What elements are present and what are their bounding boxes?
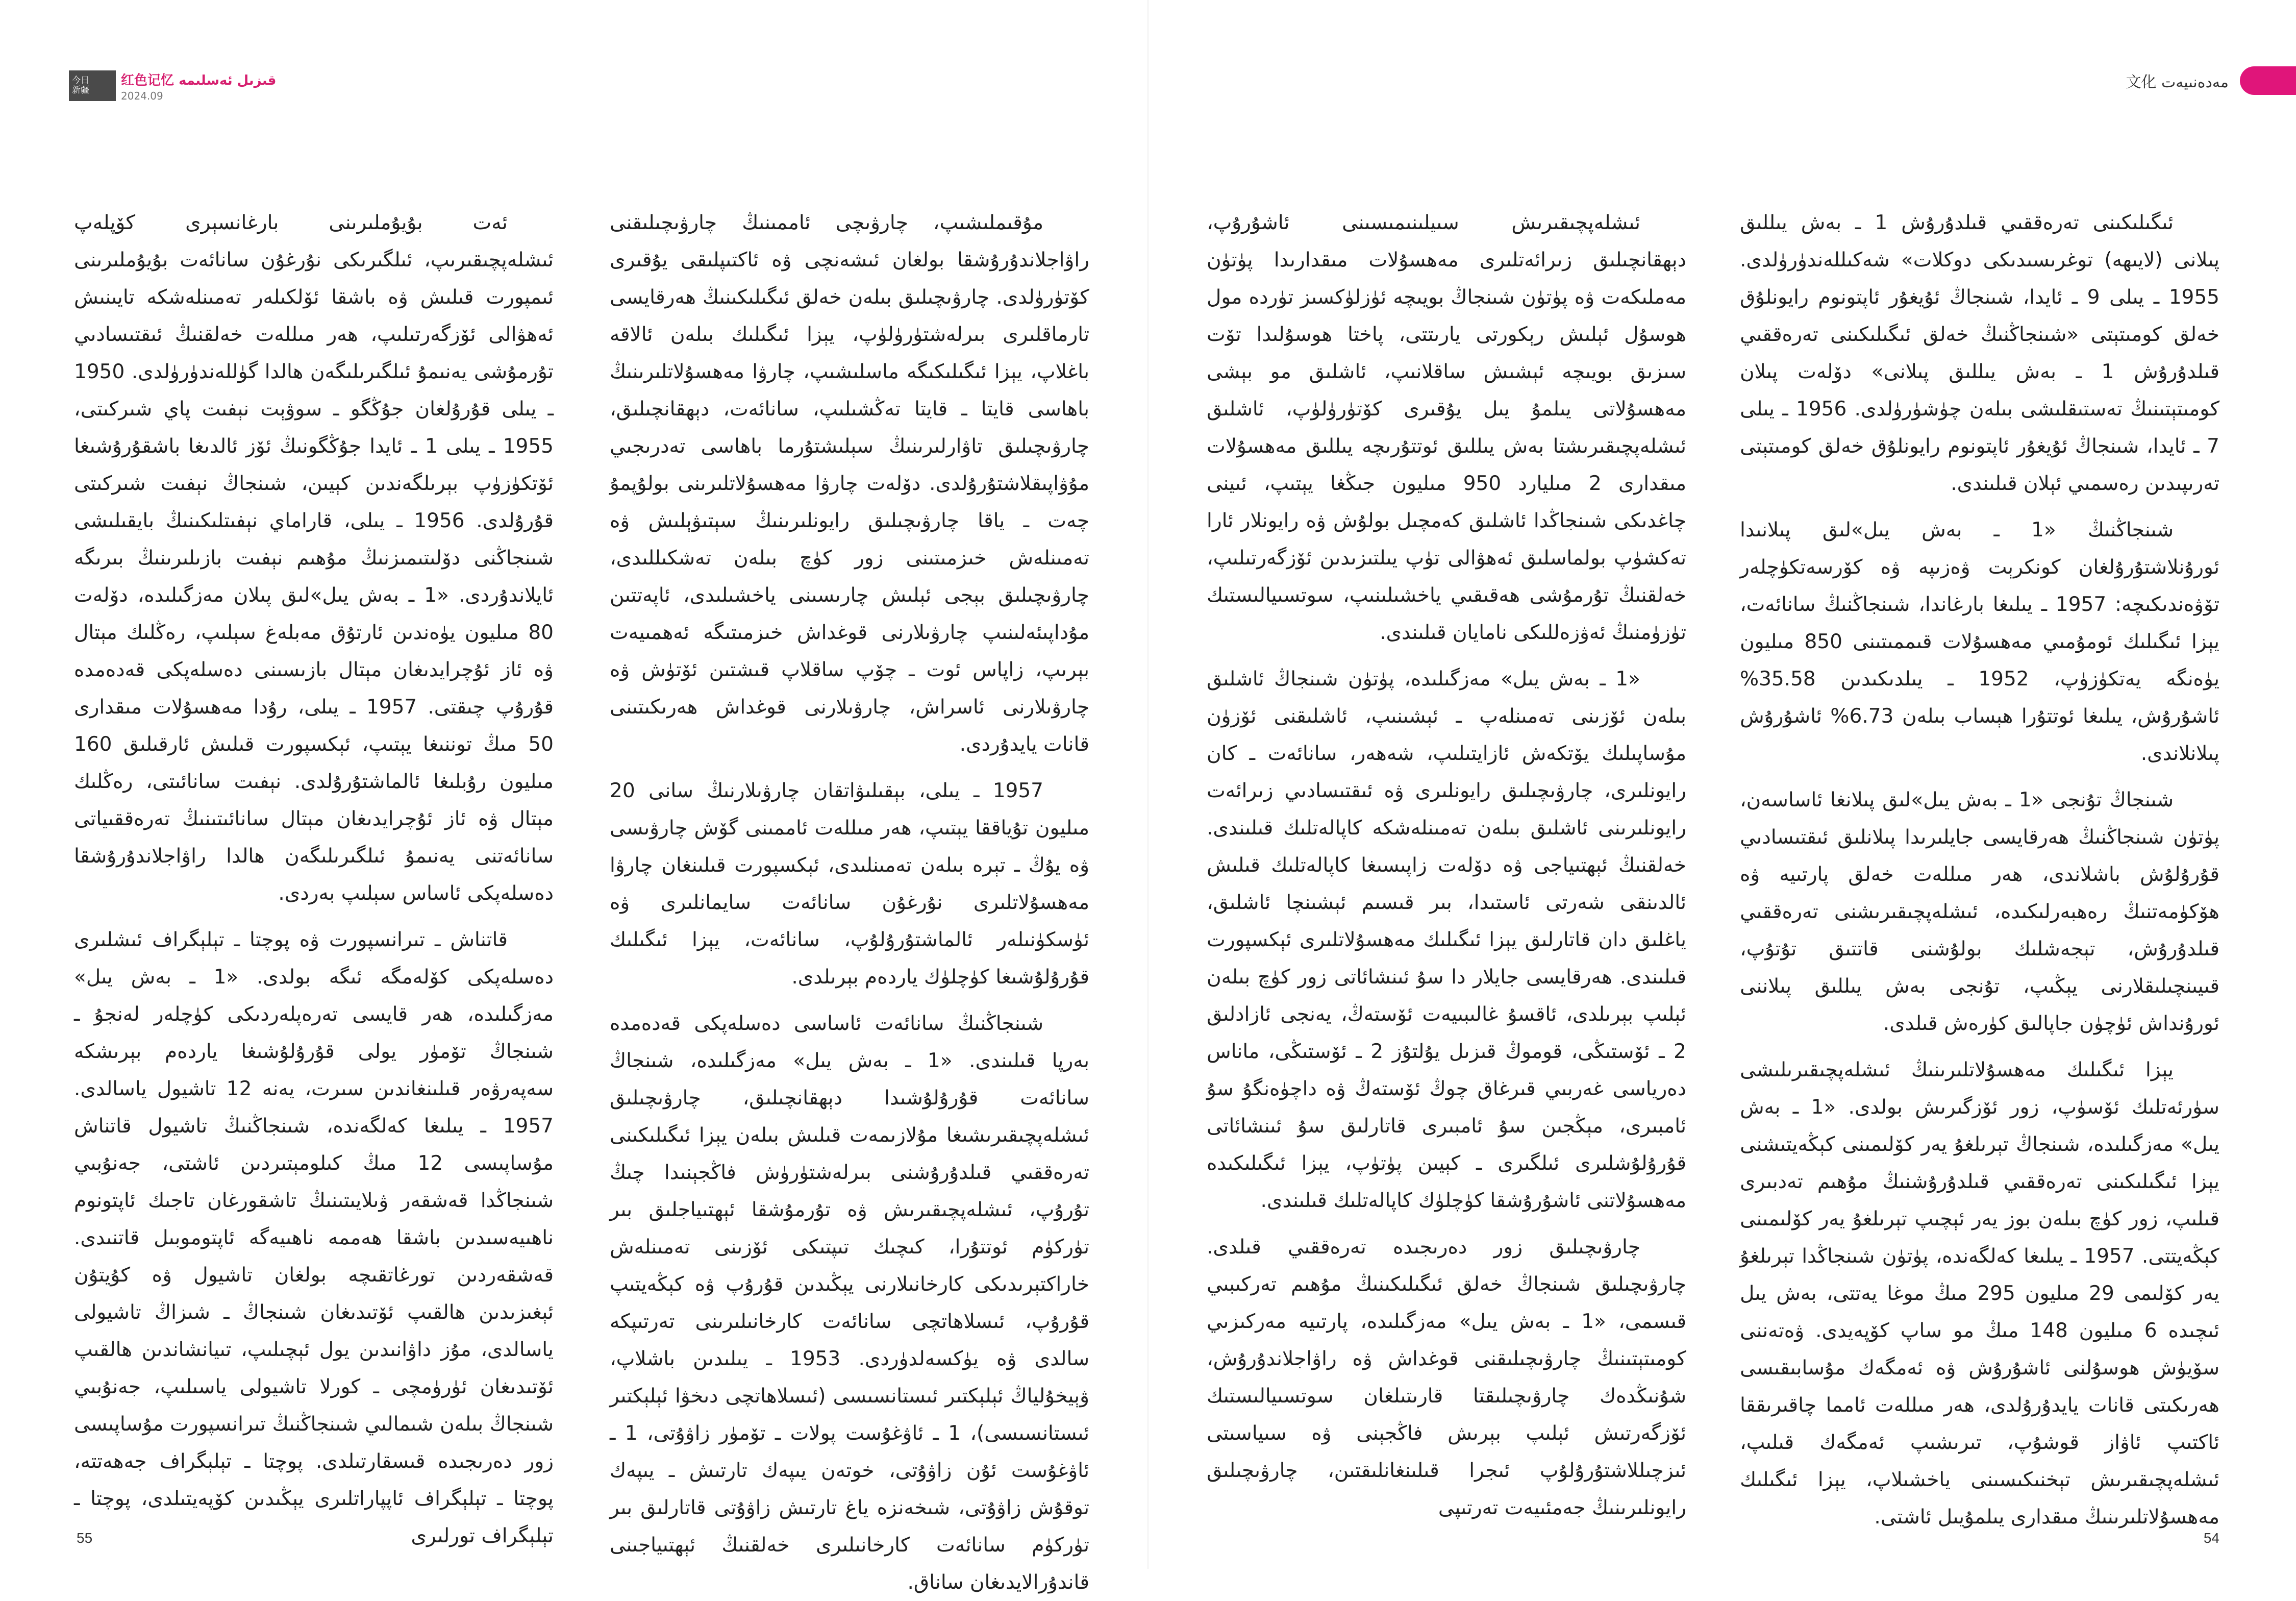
page-number-right: 54: [2203, 1530, 2219, 1546]
text-column-right-page-left: [1207, 204, 1687, 1519]
text-column-left-page-left: [74, 204, 554, 1547]
section-title: مەدەنىيەت 文化: [2126, 73, 2229, 91]
text-column-right-page-right: [1740, 204, 2220, 1529]
paragraph: ئىشلەپچىقىرىش سىيلىنىمىسىنى ئاشۇرۇپ، دېھقانچىلىق زىرائەتلىرى مەھسۇلات مىقدارىدا پۈتۈن مەملىكەت ۋە پۈتۈن شىنجاڭ بويىچە ئۈزلۈكسىز تۈردە مول ھوسۇل ئېلىش رېكورتى يارىتتى، پاختا ھوسۇلىدا تۆت سىزىق بويىچە ئېشىش ساقلانىپ، ئاشلىق مو بېشى مەھسۇلاتى يىلمۇ يىل يۇقىرى كۆتۈرۈلۈپ، ئاشلىق ئىشلەپچىقىرىشتا بەش يىللىق ئوتتۇرىچە يىللىق مەھسۇلات مىقدارى 2 مىليارد 950 مىليون جىڭغا يېتىپ، ئىينى چاغدىكى شىنجاڭدا ئاشلىق كەمچىل بولۇش ۋە رايونلار ئارا تەكشۈپ بولماسلىق ئەھۋالى تۈپ يىلتىزىدىن ئۆزگەرتىلىپ، خەلقنىڭ تۇرمۇشى ھەقىقىي ياخشىلىنىپ، سوتسىيالىستىك تۈزۈمنىڭ ئەۋزەللىكى نامايان قىلىندى.: [1207, 211, 1687, 644]
logo-line1: 今日: [72, 76, 89, 86]
issue-date: 2024.09: [121, 89, 163, 102]
column-title: قىزىل ئەسلىمە 红色记忆: [121, 72, 277, 88]
paragraph: ئەت بۇيۇملىرىنى بارغانسېرى كۆپلەپ ئىشلەپچىقىرىپ، ئىلگىرىكى نۇرغۇن سانائەت بۇيۇملىرىنى ئىمپورت قىلىش ۋە باشقا ئۆلكىلەر تەمىنلەشكە تايىنىش ئەھۋالى ئۆزگەرتىلىپ، ھەر مىللەت خەلقنىڭ ئىقتىسادىي تۇرمۇشى يەنىمۇ ئىلگىرىلىگەن ھالدا گۈللەندۈرۈلدى. 1950 ـ يىلى قۇرۇلغان جۇڭگو ـ سوۋېت نېفىت پاي شىركىتى، 1955 ـ يىلى 1 ـ ئايدا جۇڭگونىڭ ئۆز ئالدىغا باشقۇرۇشىغا ئۆتكۈزۈپ بېرىلگەندىن كېيىن، شىنجاڭ نېفىت شىركىتى قۇرۇلدى. 1956 ـ يىلى، قاراماي نېفىتلىكىنىڭ بايقىلىشى شىنجاڭنى دۆلىتىمىزنىڭ مۇھىم نېفىت بازىلىرىنىڭ بىرىگە ئايلاندۇردى. «1 ـ بەش يىل»لىق پىلان مەزگىلىدە، دۆلەت 80 مىليون يۈەندىن ئارتۇق مەبلەغ سېلىپ، رەڭلىك مېتال ۋە ئاز ئۇچرايدىغان مېتال بازىسىنى دەسلەپكى قەدەمدە قۇرۇپ چىقتى. 1957 ـ يىلى، رۇدا مەھسۇلات مىقدارى 50 مىڭ توننىغا يېتىپ، ئېكسپورت قىلىش ئارقىلىق 160 مىليون رۇبلىغا ئالماشتۇرۇلدى. نېفىت سانائىتى، رەڭلىك مېتال ۋە ئاز ئۇچرايدىغان مېتال سانائىتىنىڭ تەرەققىياتى سانائەتنى يەنىمۇ ئىلگىرىلىگەن ھالدا راۋاجلاندۇرۇشقا دەسلەپكى ئاساس سېلىپ بەردى.: [74, 211, 554, 905]
paragraph: «1 ـ بەش يىل» مەزگىلىدە، پۈتۈن شىنجاڭ ئاشلىق بىلەن ئۆزىنى تەمىنلەپ ـ ئېشىنىپ، ئاشلىقنى ئۆزۈن مۇساپىلىك يۆتكەش ئازايتىلىپ، شەھەر، سانائەت ـ كان رايونلىرى، چارۋىچىلىق رايونلىرى ۋە ئىقتىسادىي زىرائەت رايونلىرىنى ئاشلىق بىلەن تەمىنلەشكە كاپالەتلىك قىلىندى. خەلقنىڭ ئېھتىياجى ۋە دۆلەت زاپىسىغا كاپالەتلىك قىلىش ئالدىنقى شەرتى ئاستىدا، بىر قىسىم ئېشىنچا ئاشلىق، ياغلىق دان قاتارلىق يېزا ئىگىلىك مەھسۇلاتلىرى ئېكسپورت قىلىندى. ھەرقايسى جايلار دا سۇ ئىنشائاتى زور كۈچ بىلەن ئېلىپ بېرىلدى، ئاقسۇ غالىبىيەت ئۆستەڭ، يەنجى ئازادلىق 2 ـ ئۆستىڭى، قوموڭ قىزىل يۇلتۇز 2 ـ ئۆستىڭى، ماناس دەرياسى غەربىي قىرغاق چوڭ ئۆستەڭ ۋە داچۈەنگۇ سۇ ئامبىرى، مېڭجىن سۇ ئامبىرى قاتارلىق سۇ ئىنشائاتى قۇرۇلۇشلىرى ئىلگىرى ـ كېيىن پۈتۈپ، يېزا ئىگىلىكىدە مەھسۇلاتنى ئاشۇرۇشقا كۈچلۈك كاپالەتلىك قىلىندى.: [1207, 668, 1686, 1212]
paragraph: ئىگىلىكىنى تەرەققىي قىلدۇرۇش 1 ـ بەش يىللىق پىلانى (لايىھە) توغرىسىدىكى دوكلات» شەكىللەندۈرۈلدى. 1955 ـ يىلى 9 ـ ئايدا، شىنجاڭ ئۇيغۇر ئاپتونوم رايونلۇق خەلق كومىتېتى «شىنجاڭنىڭ خەلق ئىگىلىكىنى تەرەققىي قىلدۇرۇش 1 ـ بەش يىللىق پىلانى» دۆلەت پىلان كومىتېتىنىڭ تەستىقلىشى بىلەن چۈشۈرۈلدى. 1956 ـ يىلى 7 ـ ئايدا، شىنجاڭ ئۇيغۇر ئاپتونوم رايونلۇق خەلق كومىتېتى تەرىپىدىن رەسمىي ئېلان قىلىندى.: [1740, 211, 2220, 495]
paragraph: چارۋىچىلىق زور دەرىجىدە تەرەققىي قىلدى. چارۋىچىلىق شىنجاڭ خەلق ئىگىلىكىنىڭ مۇھىم تەركىبىي قىسمى، «1 ـ بەش يىل» مەزگىلىدە، پارتىيە مەركىزىي كومىتېتىنىڭ چارۋىچىلىقنى قوغداش ۋە راۋاجلاندۇرۇش، شۇنىڭدەك چارۋىچىلىقتا قارىتىلغان سوتسىيالىستىك ئۆزگەرتىش ئېلىپ بېرىش فاڭجېنى ۋە سىياسىتى ئىزچىللاشتۇرۇلۇپ ئىجرا قىلىنغانلىقتىن، چارۋىچىلىق رايونلىرىنىڭ جەمئىيەت تەرتىپى: [1207, 1236, 1686, 1519]
page-number-left: 55: [77, 1530, 93, 1546]
paragraph: شىنجاڭنىڭ «1 ـ بەش يىل»لىق پىلانىدا ئورۇنلاشتۇرۇلغان كونكرېت ۋەزىپە ۋە كۆرسەتكۈچلەر تۆۋەندىكىچە: 1957 ـ يىلىغا بارغاندا، شىنجاڭنىڭ سانائەت، يېزا ئىگىلىك ئومۇمىي مەھسۇلات قىممىتىنى 850 مىليون يۈەنگە يەتكۈزۈپ، 1952 ـ يىلدىكىدىن 35.58% ئاشۇرۇش، يىلىغا ئوتتۇرا ھېساب بىلەن 6.73% ئاشۇرۇش پىلانلاندى.: [1740, 519, 2219, 765]
paragraph: قاتناش ـ تىرانسپورت ۋە پوچتا ـ تېلېگراف ئىشلىرى دەسلەپكى كۆلەمگە ئىگە بولدى. «1 ـ بەش يىل» مەزگىلىدە، ھەر قايسى تەرەپلەردىكى كۈچلەر لەنجۇ ـ شىنجاڭ تۆمۈر يولى قۇرۇلۇشىغا ياردەم بېرىشكە سەپەرۋەر قىلىنغاندىن سىرت، يەنە 12 تاشيول ياسالدى. 1957 ـ يىلىغا كەلگەندە، شىنجاڭنىڭ تاشيول قاتناش مۇساپىسى 12 مىڭ كىلومېتىردىن ئاشتى، جەنۇبىي شىنجاڭدا قەشقەر ۋىلايىتىنىڭ تاشقورغان تاجىك ئاپتونوم ناھىيەسىدىن باشقا ھەممە ناھىيەگە ئاپتوموبىل قاتنىدى. قەشقەردىن تورغاتقىچە بولغان تاشيول ۋە كۇيتۇن ئېغىزىدىن ھالقىپ ئۆتىدىغان شىنجاڭ ـ شىزاڭ تاشيولى ياسالدى، مۇز داۋانىدىن يول ئېچىلىپ، تىيانشاندىن ھالقىپ ئۆتىدىغان ئۈرۈمچى ـ كورلا تاشيولى ياسىلىپ، جەنۇبىي شىنجاڭ بىلەن شىمالىي شىنجاڭنىڭ تىرانسپورت مۇساپىسى زور دەرىجىدە قىسقارتىلدى. پوچتا ـ تېلېگراف جەھەتتە، پوچتا ـ تېلېگراف ئاپپاراتلىرى يېڭىدىن كۆپەيتىلدى، پوچتا ـ تېلېگراف تورلىرى: [74, 928, 554, 1547]
paragraph: يېزا ئىگىلىك مەھسۇلاتلىرىنىڭ ئىشلەپچىقىرىلىشى سۈرئەتلىك ئۆسۈپ، زور ئۆزگىرىش بولدى. «1 ـ بەش يىل» مەزگىلىدە، شىنجاڭ تېرىلغۇ يەر كۆلىمىنى كېڭەيتىشنى يېزا ئىگىلىكىنى تەرەققىي قىلدۇرۇشنىڭ مۇھىم تەدبىرى قىلىپ، زور كۈچ بىلەن بوز يەر ئېچىپ تېرىلغۇ يەر كۆلىمىنى كېڭەيتتى. 1957 ـ يىلىغا كەلگەندە، پۈتۈن شىنجاڭدا تېرىلغۇ يەر كۆلىمى 29 مىليون 295 مىڭ موغا يەتتى، بەش يىل ئىچىدە 6 مىليون 148 مىڭ مو ساپ كۆپەيدى. ۋەتەننى سۆيۈش ھوسۇلنى ئاشۇرۇش ۋە ئەمگەك مۇسابىقىسى ھەرىكىتى قانات يايدۇرۇلدى، ھەر مىللەت ئامما چاقىرىققا ئاكتىپ ئاۋاز قوشۇپ، تىرىشىپ ئەمگەك قىلىپ، ئىشلەپچىقىرىش تېخنىكىسىنى ياخشىلاپ، يېزا ئىگىلىك مەھسۇلاتلىرىنىڭ مىقدارى يىلمۇيىل ئاشتى.: [1740, 1058, 2220, 1529]
paragraph: شىنجاڭ تۇنجى «1 ـ بەش يىل»لىق پىلانغا ئاساسەن، پۈتۈن شىنجاڭنىڭ ھەرقايسى جايلىرىدا پىلانلىق ئىقتىسادىي قۇرۇلۇش باشلاندى، ھەر مىللەت خەلق پارتىيە ۋە ھۆكۈمەتنىڭ رەھبەرلىكىدە، ئىشلەپچىقىرىشنى تەرەققىي قىلدۇرۇش، تېجەشلىك بولۇشنى قاتتىق تۇتۇپ، قىيىنچىلىقلارنى يېڭىپ، تۇنجى بەش يىللىق پىلاننى ئورۇنداش ئۈچۈن جاپالىق كۈرەش قىلدى.: [1740, 789, 2219, 1035]
logo-text-group: [121, 70, 276, 101]
right-page-header: [2126, 65, 2296, 96]
text-column-left-page-right: [610, 204, 1090, 1594]
paragraph: 1957 ـ يىلى، بېقىلىۋاتقان چارۋىلارنىڭ سانى 20 مىليون تۇياققا يېتىپ، ھەر مىللەت ئاممىنى گۆش چارۋىسى ۋە يۇڭ ـ تېرە بىلەن تەمىنلىدى، ئېكسپورت قىلىنغان چارۋا مەھسۇلاتلىرى نۇرغۇن سانائەت سايمانلىرى ۋە ئۈسكۈنىلەر ئالماشتۇرۇلۇپ، سانائەت، يېزا ئىگىلىك قۇرۇلۇشىغا كۈچلۈك ياردەم بېرىلدى.: [610, 779, 1089, 989]
paragraph: مۇقىملىشىپ، چارۋىچى ئاممىنىڭ چارۋىچىلىقنى راۋاجلاندۇرۇشقا بولغان ئىشەنچى ۋە ئاكتىپلىقى يۇقىرى كۆتۈرۈلدى. چارۋىچىلىق بىلەن خەلق ئىگىلىكىنىڭ ھەرقايسى تارماقلىرى بىرلەشتۈرۈلۈپ، يېزا ئىگىلىك بىلەن ئالاقە باغلاپ، يېزا ئىگىلىكىگە ماسلىشىپ، چارۋا مەھسۇلاتلىرىنىڭ باھاسى قايتا ـ قايتا تەڭشىلىپ، سانائەت، دېھقانچىلىق، چارۋىچىلىق تاۋارلىرىنىڭ سېلىشتۇرما باھاسى تەدرىجىي مۇۋاپىقلاشتۇرۇلدى. دۆلەت چارۋا مەھسۇلاتلىرىنى بولۇپمۇ چەت ـ ياقا چارۋىچىلىق رايونلىرىنىڭ سېتىۋېلىش ۋە تەمىنلەش خىزمىتىنى زور كۈچ بىلەن تەشكىللىدى، چارۋىچىلىق بېجى ئېلىش چارىسىنى ياخشىلىدى، ئاپەتتىن مۇداپىئەلىنىپ چارۋىلارنى قوغداش خىزمىتىگە ئەھمىيەت بېرىپ، زاپاس ئوت ـ چۆپ ساقلاپ قىشتىن ئۆتۈش ۋە چارۋىلارنى ئاسراش، چارۋىلارنى قوغداش ھەرىكىتىنى قانات يايدۇردى.: [610, 211, 1089, 756]
logo-badge: [69, 70, 116, 101]
page-gutter: [1147, 0, 1149, 1569]
paragraph: شىنجاڭنىڭ سانائەت ئاساسى دەسلەپكى قەدەمدە بەرپا قىلىندى. «1 ـ بەش يىل» مەزگىلىدە، شىنجاڭ سانائەت قۇرۇلۇشىدا دېھقانچىلىق، چارۋىچىلىق ئىشلەپچىقىرىشىغا مۇلازىمەت قىلىش بىلەن يېزا ئىگىلىكىنى تەرەققىي قىلدۇرۇشنى بىرلەشتۈرۈش فاڭجېنىدا چىڭ تۇرۇپ، ئىشلەپچىقىرىش ۋە تۇرمۇشقا ئېھتىياجلىق بىر تۈركۈم ئوتتۇرا، كىچىك تىپتىكى ئۆزىنى تەمىنلەش خاراكتېرىدىكى كارخانىلارنى يېڭىدىن قۇرۇپ ۋە كېڭەيتىپ قۇرۇپ، ئىسلاھاتچى سانائەت كارخانىلىرىنى تەرتىپكە سالدى ۋە يۈكسەلدۈردى. 1953 ـ يىلىدىن باشلاپ، ۋېيخۇلياڭ ئېلېكتىر ئىستانسىسى (ئىسلاھاتچى دىخۋا ئېلېكتىر ئىستانسىسى)، 1 ـ ئاۋغۇست پولات ـ تۆمۈر زاۋۇتى، 1 ـ ئاۋغۇست ئۇن زاۋۇتى، خوتەن يىپەك تارتىش ـ يىپەك توقۇش زاۋۇتى، شىخەنزە ياغ تارتىش زاۋۇتى قاتارلىق بىر تۈركۈم سانائەت كارخانىلىرى خەلقنىڭ ئېھتىياجىنى قاندۇرالايدىغان ساناق.: [610, 1012, 1090, 1594]
logo-line2: 新疆: [72, 85, 89, 95]
left-page-header: [69, 65, 276, 106]
magazine-logo: [69, 70, 276, 101]
section-accent-bar: [2240, 66, 2296, 95]
